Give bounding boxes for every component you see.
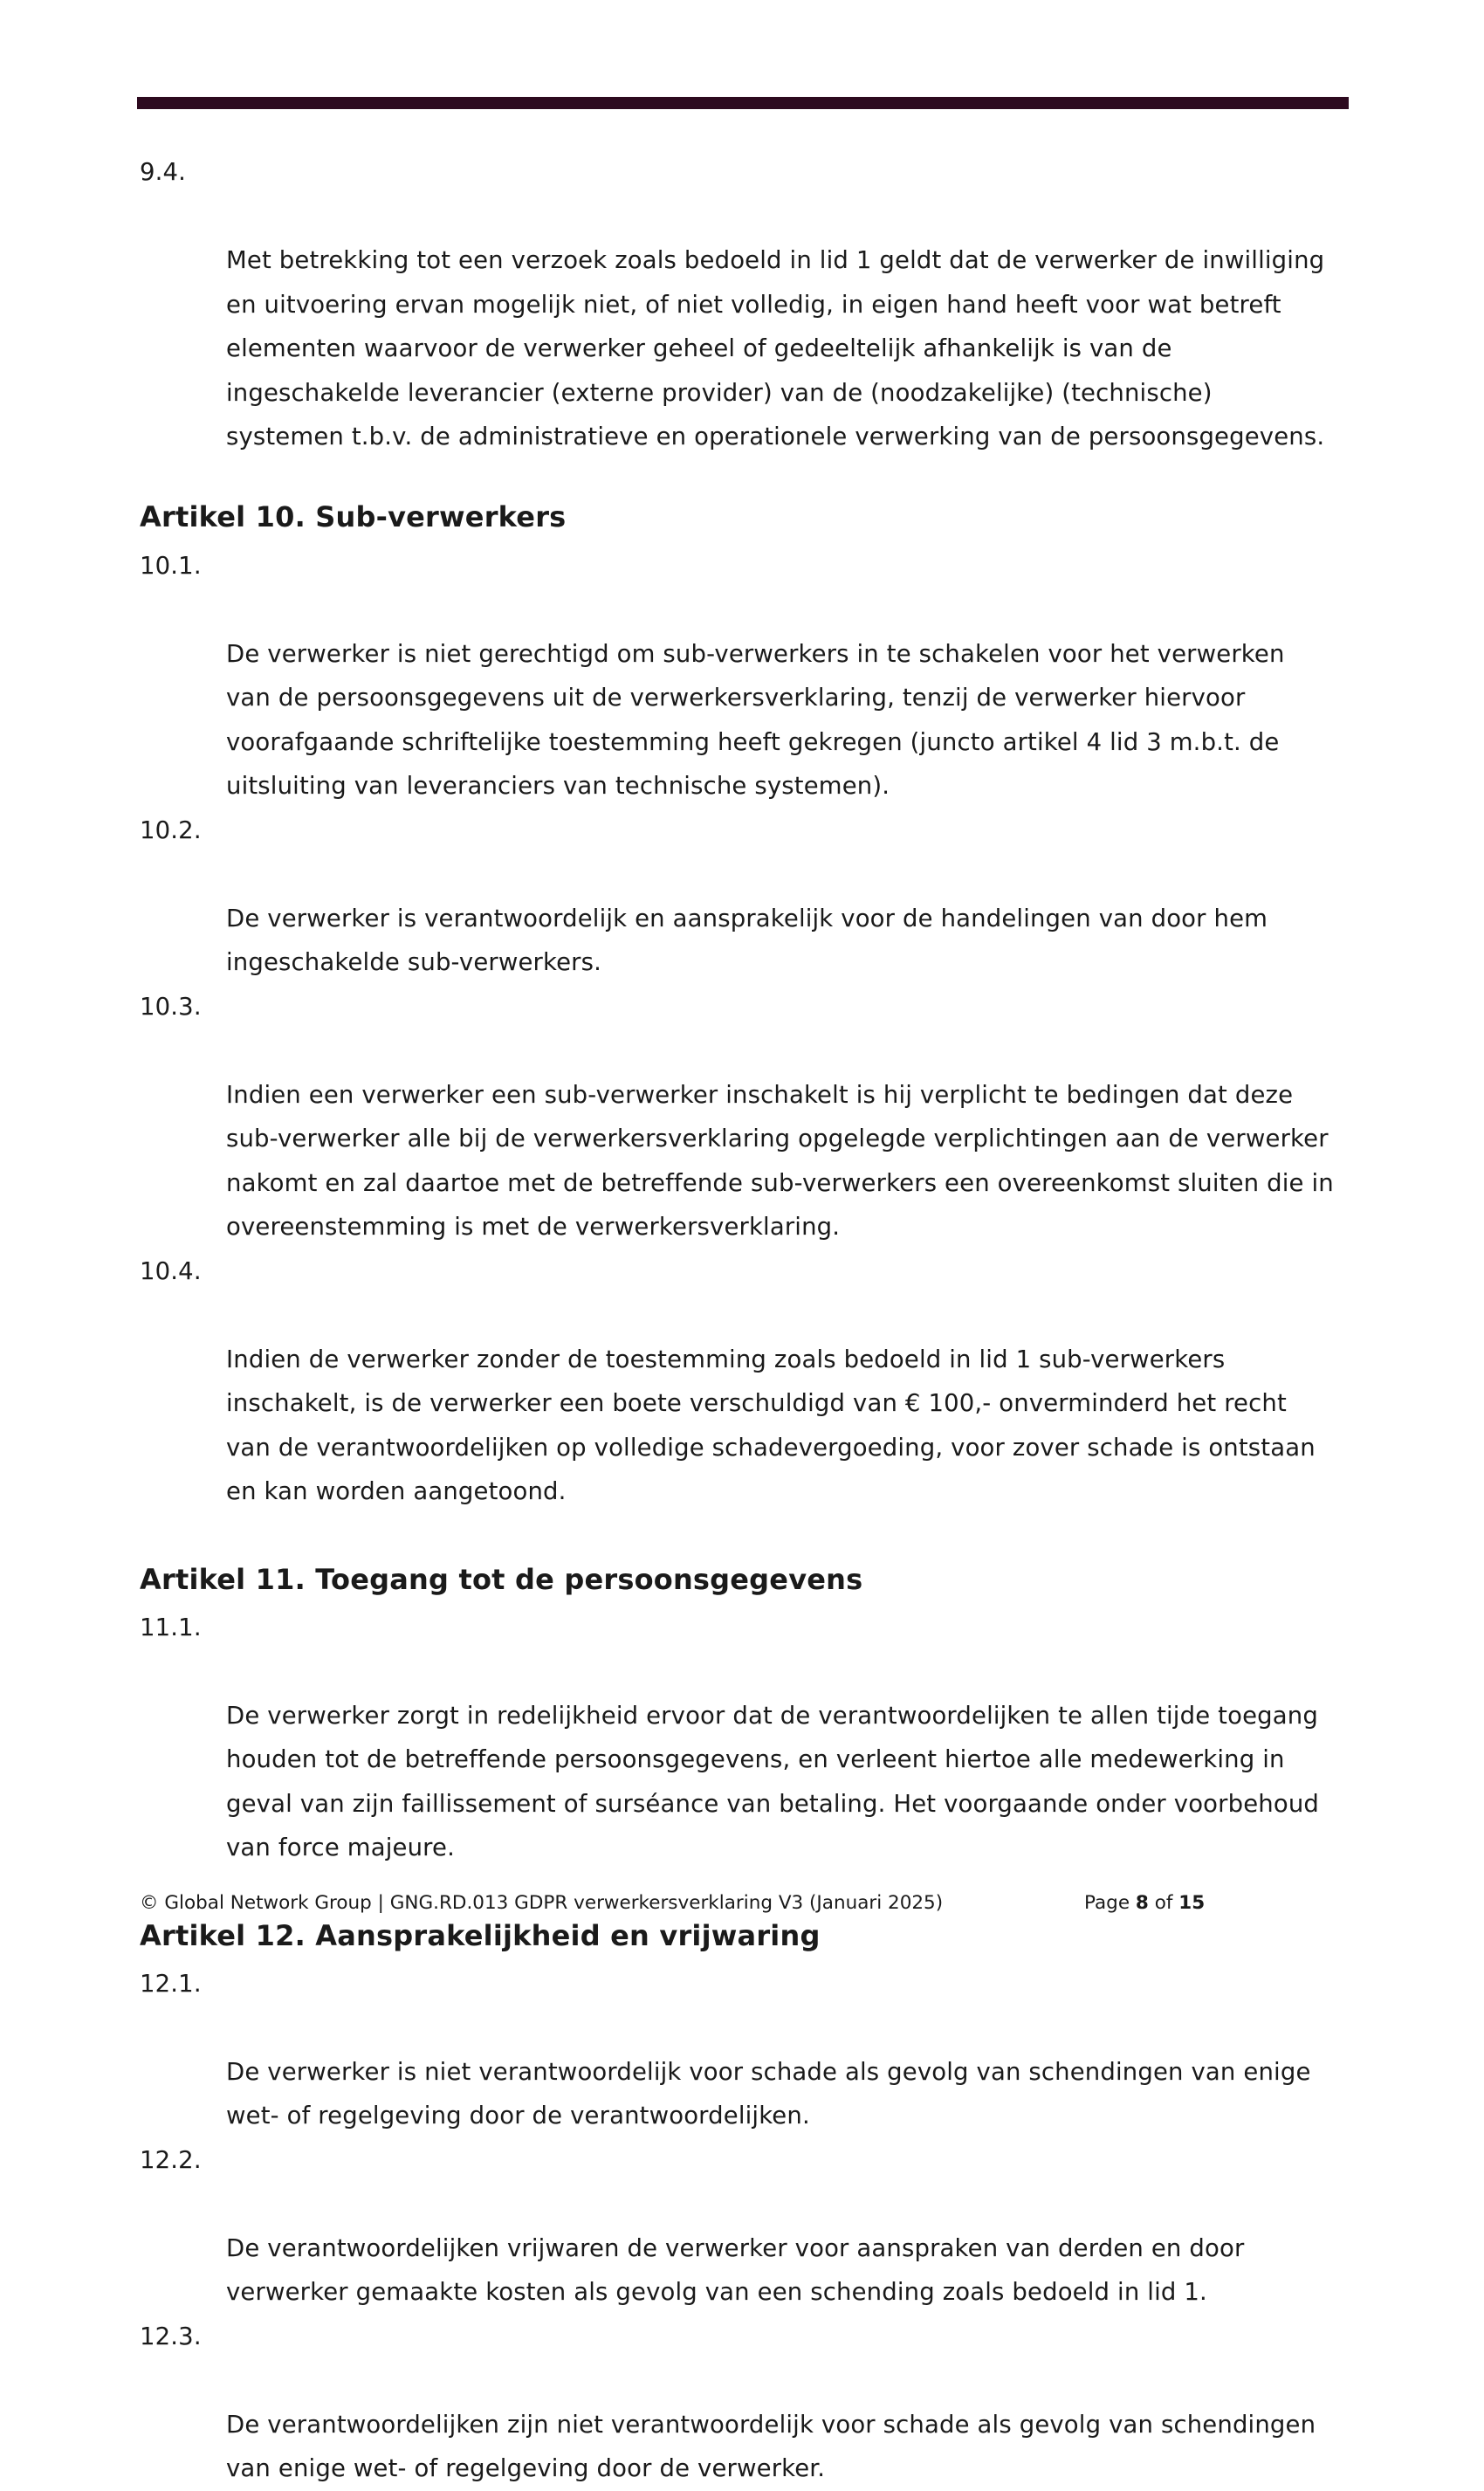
paragraph-12-2 [140, 2138, 1349, 2315]
paragraph-10-4 [140, 1249, 1349, 1514]
paragraph-text: Indien de verwerker zonder de toestemming zoals bedoeld in lid 1 sub-verwerkers inschakelt, is de verwerker een boete verschuldigd van € 100,- onverminderd het recht van de verantwoordelijken op volledige schadevergoeding, voor zover schade is ontstaan en kan worden aangetoond. [226, 1345, 1316, 1505]
paragraph-10-1 [140, 544, 1349, 809]
article-11-heading: Artikel 11. Toegang tot de persoonsgegevens [140, 1562, 863, 1596]
article-10-heading: Artikel 10. Sub-verwerkers [140, 499, 567, 533]
page-current: 8 [1135, 1892, 1149, 1914]
footer-copyright: © Global Network Group | GNG.RD.013 GDPR verwerkersverklaring V3 (Januari 2025) [140, 1892, 944, 1914]
paragraph-12-1 [140, 1962, 1349, 2138]
paragraph-number: 9.4. [140, 158, 187, 186]
paragraph-text: De verwerker is verantwoordelijk en aansprakelijk voor de handelingen van door hem ingeschakelde sub-verwerkers. [226, 904, 1268, 976]
paragraph-number: 10.1. [140, 551, 202, 580]
paragraph-text: De verwerker is niet gerechtigd om sub-verwerkers in te schakelen voor het verwerken van de persoonsgegevens uit de verwerkersverklaring, tenzij de verwerker hiervoor voorafgaande schriftelijke toestemming heeft gekregen (juncto artikel 4 lid 3 m.b.t. de uitsluiting van leveranciers van technische systemen). [226, 639, 1285, 800]
paragraph-text: Met betrekking tot een verzoek zoals bedoeld in lid 1 geldt dat de verwerker de inwilliging en uitvoering ervan mogelijk niet, of niet volledig, in eigen hand heeft voor wat betreft elementen waarvoor de verwerker geheel of gedeeltelijk afhankelijk is van de ingeschakelde leverancier (externe provider) van de (noodzakelijke) (technische) systemen t.b.v. de administratieve en operationele verwerking van de persoonsgegevens. [226, 246, 1325, 451]
paragraph-text: De verantwoordelijken vrijwaren de verwerker voor aanspraken van derden en door verwerker gemaakte kosten als gevolg van een schending zoals bedoeld in lid 1. [226, 2233, 1245, 2306]
paragraph-text: De verantwoordelijken zijn niet verantwoordelijk voor schade als gevolg van schendingen van enige wet- of regelgeving door de verwerker. [226, 2410, 1316, 2482]
page-of: of [1148, 1892, 1179, 1914]
article-12-heading: Artikel 12. Aansprakelijkheid en vrijwaring [140, 1918, 821, 1952]
paragraph-number: 12.2. [140, 2145, 202, 2174]
paragraph-number: 11.1. [140, 1613, 202, 1641]
footer-page-number [1084, 1891, 1205, 1916]
paragraph-number: 10.3. [140, 992, 202, 1021]
paragraph-9-4 [140, 150, 1349, 459]
paragraph-10-3 [140, 985, 1349, 1249]
paragraph-number: 12.1. [140, 1969, 202, 1998]
document-body [140, 150, 1349, 2491]
page-total: 15 [1178, 1892, 1206, 1914]
paragraph-11-1 [140, 1606, 1349, 1870]
header-rule [137, 97, 1349, 109]
paragraph-text: Indien een verwerker een sub-verwerker inschakelt is hij verplicht te bedingen dat deze sub-verwerker alle bij de verwerkersverklaring opgelegde verplichtingen aan de verwerker nakomt en zal daartoe met de betreffende sub-verwerkers een overeenkomst sluiten die in overeenstemming is met de verwerkersverklaring. [226, 1080, 1334, 1241]
paragraph-text: De verwerker is niet verantwoordelijk voor schade als gevolg van schendingen van enige wet- of regelgeving door de verantwoordelijken. [226, 2057, 1311, 2130]
paragraph-number: 10.4. [140, 1256, 202, 1285]
paragraph-number: 10.2. [140, 815, 202, 844]
paragraph-number: 12.3. [140, 2322, 202, 2350]
paragraph-10-2 [140, 809, 1349, 985]
paragraph-12-3 [140, 2315, 1349, 2491]
paragraph-text: De verwerker zorgt in redelijkheid ervoor dat de verantwoordelijken te allen tijde toegang houden tot de betreffende persoonsgegevens, en verleent hiertoe alle medewerking in geval van zijn faillissement of surséance van betaling. Het voorgaande onder voorbehoud van force majeure. [226, 1701, 1320, 1861]
page-prefix: Page [1084, 1892, 1136, 1914]
